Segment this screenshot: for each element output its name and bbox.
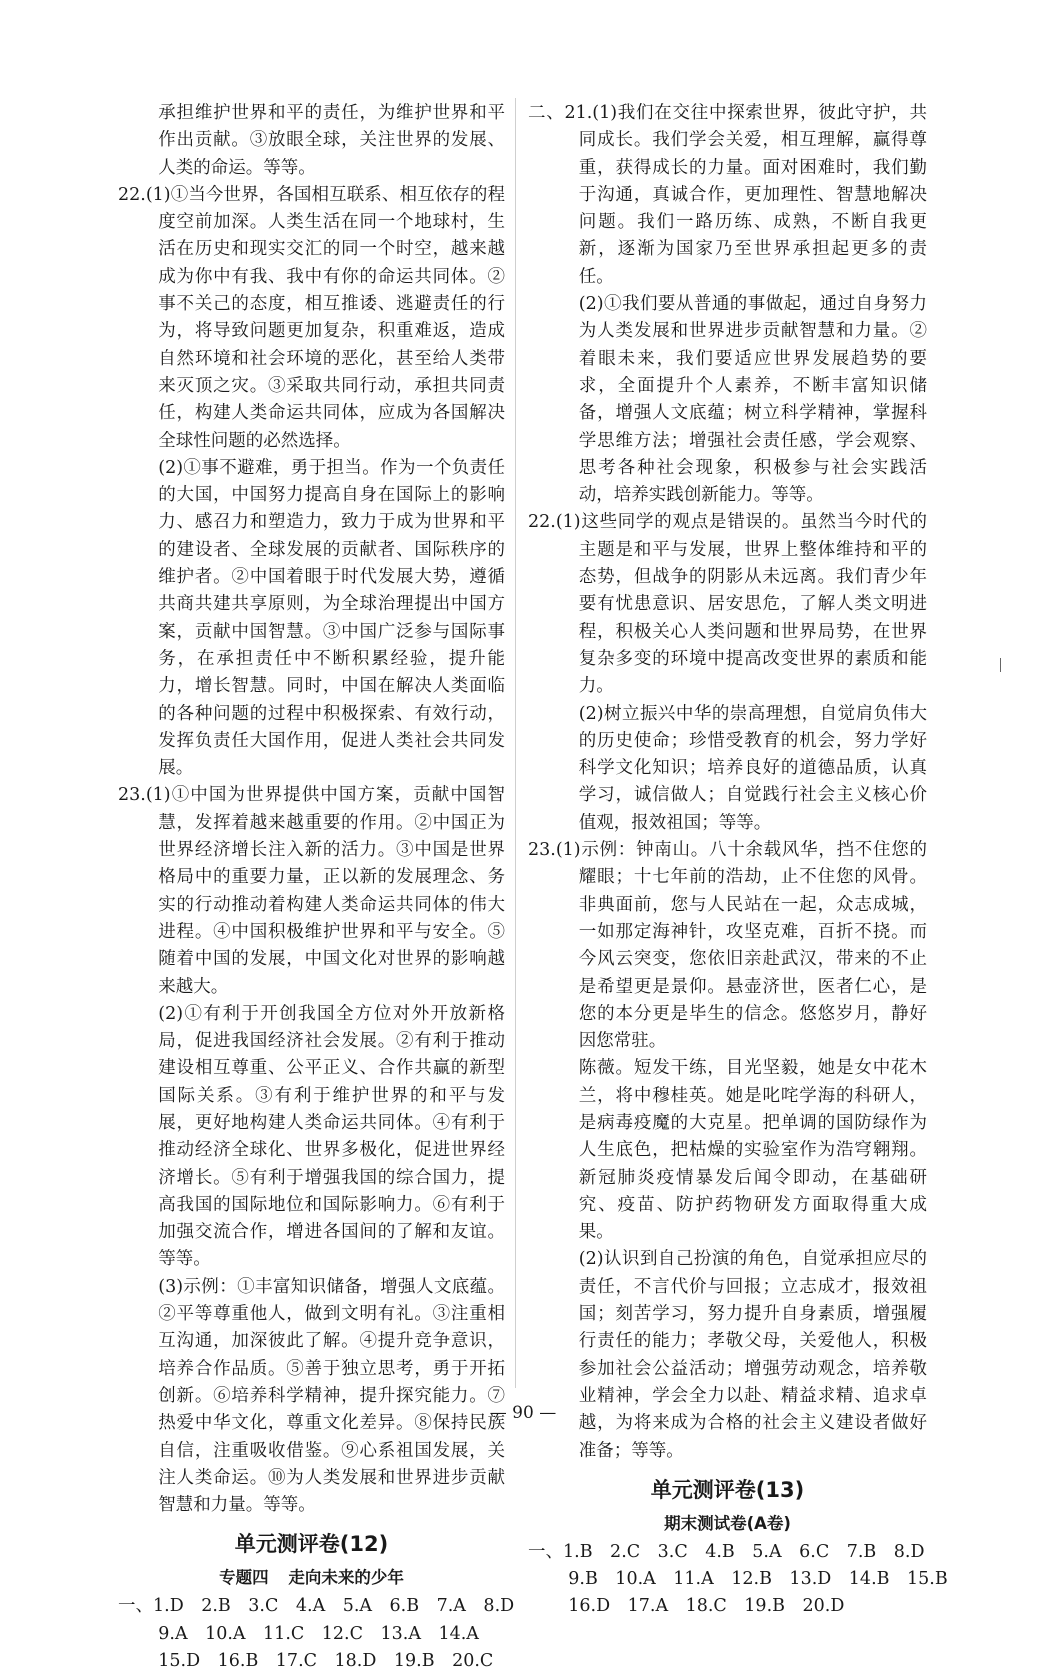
answer-21-2: (2)①我们要从普通的事做起，通过自身努力为人类发展和世界进步贡献智慧和力量。②着眼未来，我们要适应世界发展趋势的要求，全面提升个人素养，不断丰富知识储备，增强人文底蕴；树立科学精神，掌握科学思维方法；增强社会责任感，学会观察、思考各种社会现象，积极参与社会实践活动，培养实践创新能力。等等。 [578, 294, 927, 506]
answer-23-1-right: 23.(1)示例：钟南山。八十余载风华，挡不住您的耀眼；十七年前的浩劫，止不住您的风骨。非典面前，您与人民站在一起，众志成城，一如那定海神针，攻坚克难，百折不挠。而今风云突变，您依旧亲赴武汉，带来的不止是希望更是景仰。悬壶济世，医者仁心，是您的本分更是毕生的信念。悠悠岁月，静好因您常驻。 [528, 840, 927, 1052]
answer-23-2-right: (2)认识到自己扮演的角色，自觉承担应尽的责任，不言代价与回报；立志成才，报效祖国；刻苦学习，努力提升自身素质，增强履行责任的能力；孝敬父母，关爱他人，积极参加社会公益活动；增强劳动观念，培养敬业精神，学会全力以赴、精益求精、追求卓越，为将来成为合格的社会主义建设者做好准备；等等。 [578, 1249, 927, 1461]
choice-answers-row-3-right: 16.D 17.A 18.C 19.B 20.D [568, 1596, 845, 1617]
answer-23-1: 23.(1)①中国为世界提供中国方案，贡献中国智慧，发挥着越来越重要的作用。②中国正为世界经济增长注入新的活力。③中国是世界格局中的重要力量，正以新的发展理念、务实的行动推动着构建人类命运共同体的伟大进程。④中国积极维护世界和平与安全。⑤随着中国的发展，中国文化对世界的影响越来越大。 [118, 785, 505, 997]
answer-22-2: (2)①事不避难，勇于担当。作为一个负责任的大国，中国努力提高自身在国际上的影响力、感召力和塑造力，致力于成为世界和平的建设者、全球发展的贡献者、国际秩序的维护者。②中国着眼于时代发展大势，遵循共商共建共享原则，为全球治理提出中国方案，贡献中国智慧。③中国广泛参与国际事务，在承担责任中不断积累经验，提升能力，增长智慧。同时，中国在解决人类面临的各种问题的过程中积极探索、有效行动，发挥负责任大国作用，促进人类社会共同发展。 [158, 457, 505, 779]
answer-23-1-second-example: 陈薇。短发干练，目光坚毅，她是女中花木兰，将中穆桂英。她是叱咤学海的科研人，是病毒疫魔的大克星。把单调的国防绿作为人生底色，把枯燥的实验室作为浩穹翱翔。新冠肺炎疫情暴发后闻令即动，在基础研究、疫苗、防护药物研发方面取得重大成果。 [578, 1058, 927, 1243]
answer-22-1: 22.(1)①当今世界，各国相互联系、相互依存的程度空前加深。人类生活在同一个地球村，生活在历史和现实交汇的同一个时空，越来越成为你中有我、我中有你的命运共同体。②事不关己的态度，相互推诿、逃避责任的行为，将导致问题更加复杂，积重难返，造成自然环境和社会环境的恶化，甚至给人类带来灭顶之灾。③采取共同行动，承担共同责任，构建人类命运共同体，应成为各国解决全球性问题的必然选择。 [118, 184, 505, 451]
column-divider [515, 98, 516, 1388]
choice-answers-row-1-right: 一、1.B 2.C 3.C 4.B 5.A 6.C 7.B 8.D [528, 1541, 925, 1562]
answer-22-1-right: 22.(1)这些同学的观点是错误的。虽然当今时代的主题是和平与发展，世界上整体维持和平的态势，但战争的阴影从未远离。我们青少年要有忧患意识、居安思危，了解人类文明进程，积极关心人类问题和世界局势，在世界复杂多变的环境中提高改变世界的素质和能力。 [528, 512, 927, 697]
exam-subtitle: 期末测试卷(A卷) [664, 1513, 791, 1533]
section-title-13: 单元测评卷(13) [650, 1477, 805, 1502]
right-column [528, 100, 948, 1621]
choice-answers-row-2: 9.A 10.A 11.C 12.C 13.A 14.A [158, 1623, 479, 1644]
choice-answers-row-3: 15.D 16.B 17.C 18.D 19.B 20.C [158, 1651, 494, 1672]
paragraph-continued: 承担维护世界和平的责任，为维护世界和平作出贡献。③放眼全球，关注世界的发展、人类的命运。等等。 [158, 103, 505, 178]
answer-23-2: (2)①有利于开创我国全方位对外开放新格局，促进我国经济社会发展。②有利于推动建设相互尊重、公平正义、合作共赢的新型国际关系。③有利于维护世界的和平与发展，更好地构建人类命运共同体。④有利于推动经济全球化、世界多极化，促进世界经济增长。⑤有利于增强我国的综合国力，提高我国的国际地位和国际影响力。⑥有利于加强交流合作，增进各国间的了解和友谊。等等。 [158, 1003, 505, 1270]
answer-21-1: 二、21.(1)我们在交往中探索世界，彼此守护，共同成长。我们学会关爱，相互理解，赢得尊重，获得成长的力量。面对困难时，我们勤于沟通，真诚合作，更加理性、智慧地解决问题。我们一路历练、成熟，不断自我更新，逐渐为国家乃至世界承担起更多的责任。 [528, 103, 927, 287]
answer-23-3: (3)示例：①丰富知识储备，增强人文底蕴。②平等尊重他人，做到文明有礼。③注重相互沟通，加深彼此了解。④提升竞争意识，培养合作品质。⑤善于独立思考，勇于开拓创新。⑥培养科学精神，提升探究能力。⑦热爱中华文化，尊重文化差异。⑧保持民族自信，注重吸收借鉴。⑨心系祖国发展，关注人类命运。⑩为人类发展和世界进步贡献智慧和力量。等等。 [158, 1276, 505, 1516]
choice-answers-row-2-right: 9.B 10.A 11.A 12.B 13.D 14.B 15.B [568, 1569, 948, 1590]
answer-22-2-right: (2)树立振兴中华的崇高理想，自觉肩负伟大的历史使命；珍惜受教育的机会，努力学好科学文化知识；培养良好的道德品质，认真学习，诚信做人；自觉践行社会主义核心价值观，报效祖国；等等。 [578, 703, 927, 833]
section-title-12: 单元测评卷(12) [234, 1532, 389, 1557]
topic-heading [118, 1565, 505, 1591]
choice-answers-row-1: 一、1.D 2.B 3.C 4.A 5.A 6.B 7.A 8.D [118, 1596, 515, 1617]
topic-label: 专题四 [219, 1568, 269, 1588]
margin-mark [1000, 658, 1001, 672]
left-column [118, 100, 515, 1675]
topic-title: 走向未来的少年 [288, 1568, 404, 1588]
page-number: — 90 — [489, 1403, 557, 1423]
